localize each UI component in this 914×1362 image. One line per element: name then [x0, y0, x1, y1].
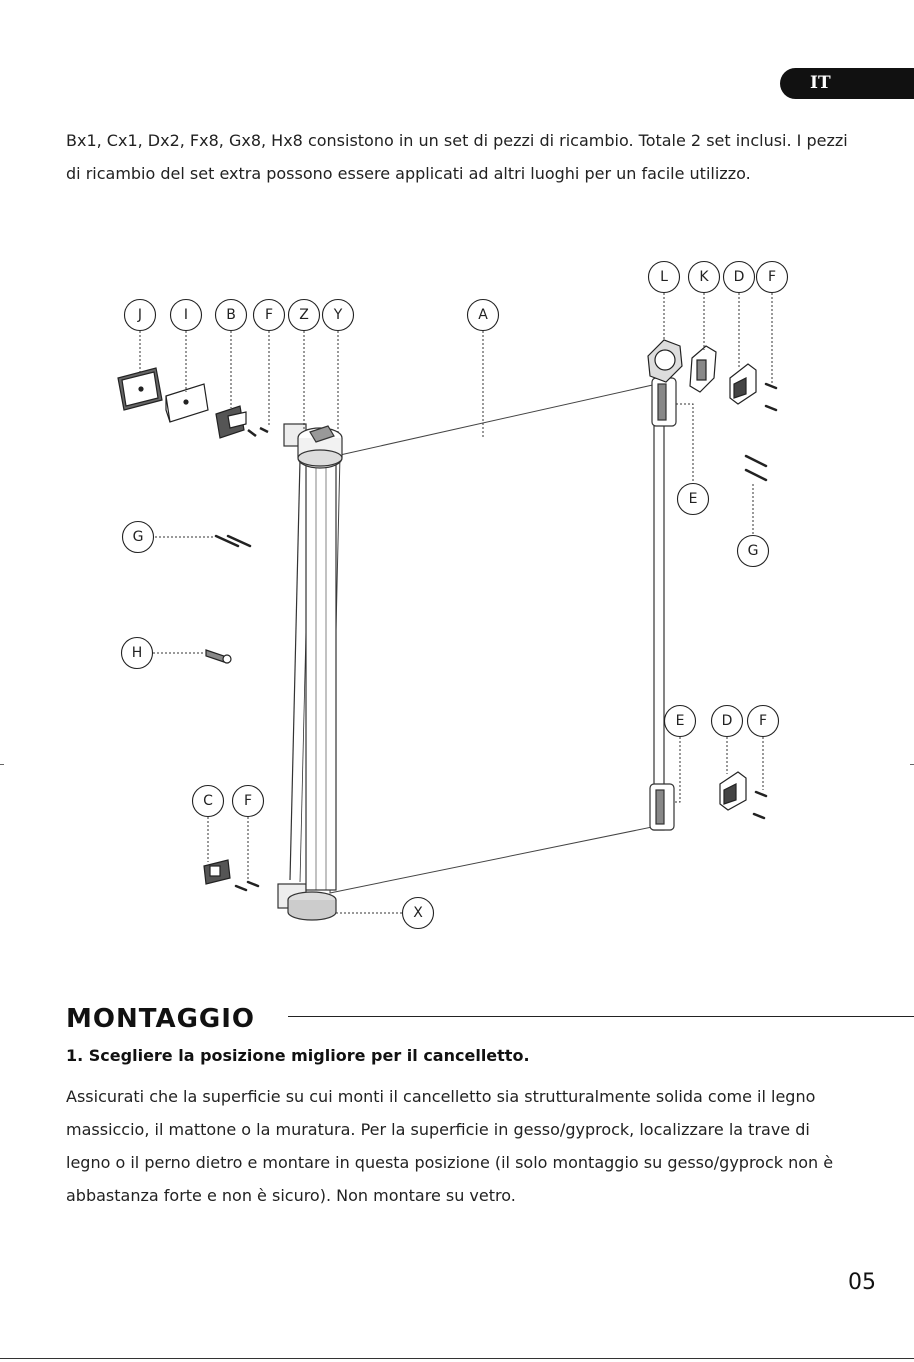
callout-g-left — [123, 522, 154, 553]
svg-text:F: F — [758, 713, 768, 729]
svg-text:L: L — [660, 269, 668, 285]
margin-tick-right — [910, 764, 914, 765]
section-title: MONTAGGIO — [66, 1004, 256, 1034]
svg-text:H: H — [131, 645, 143, 661]
receiving-post — [650, 378, 676, 830]
anchor-h — [206, 650, 231, 663]
gate-cassette — [278, 424, 342, 920]
callout-y — [323, 300, 354, 331]
callout-c — [193, 786, 224, 817]
callout-f-bottom-right — [748, 706, 779, 737]
svg-text:F: F — [264, 307, 274, 323]
part-b-bracket — [216, 406, 268, 438]
language-tab: IT — [780, 68, 914, 99]
part-j-plate — [118, 368, 162, 410]
part-d-bracket-bottom — [720, 772, 746, 810]
svg-text:K: K — [699, 269, 709, 285]
svg-text:I: I — [183, 307, 189, 323]
part-d-bracket-top — [730, 364, 756, 404]
svg-text:F: F — [767, 269, 777, 285]
section-rule — [288, 1016, 914, 1017]
callout-b — [216, 300, 247, 331]
leader-lines — [140, 293, 772, 913]
part-i-block — [166, 384, 208, 422]
footer-rule — [0, 1358, 914, 1359]
callout-l — [649, 262, 680, 293]
callout-f-bottom-left — [233, 786, 264, 817]
callout-e-top — [678, 484, 709, 515]
callout-g-right — [738, 536, 769, 567]
part-l-cap — [648, 340, 682, 382]
intro-text: Bx1, Cx1, Dx2, Fx8, Gx8, Hx8 consistono in un set di pezzi di ricambio. Totale 2 set inclusi. I pezzi di ricambio del set extra possono essere applicati ad altri luoghi per un facile utilizzo. — [66, 131, 848, 183]
svg-text:F: F — [243, 793, 253, 809]
step-heading: 1. Scegliere la posizione migliore per il cancelletto. — [66, 1046, 530, 1065]
step-body: Assicurati che la superficie su cui monti il cancelletto sia strutturalmente solida come il legno massiccio, il mattone o la muratura. Per la superficie in gesso/gyprock, localizzare la trave di legno o il perno dietro e montare in questa posizione (il solo montaggio su gesso/gyprock non è abbastanza forte e non è sicuro). Non montare su vetro. — [66, 1087, 834, 1205]
callout-d-bottom — [712, 706, 743, 737]
callout-f-top-left — [254, 300, 285, 331]
parts-diagram — [0, 250, 914, 950]
part-c-bracket — [204, 860, 230, 884]
svg-text:Y: Y — [333, 307, 343, 323]
callout-i — [171, 300, 202, 331]
svg-text:B: B — [226, 307, 236, 323]
callout-f-top-right — [757, 262, 788, 293]
callout-k — [689, 262, 720, 293]
margin-tick-left — [0, 764, 4, 765]
callout-a — [468, 300, 499, 331]
part-k-holder — [690, 346, 716, 392]
callout-h — [122, 638, 153, 669]
svg-text:G: G — [132, 529, 144, 545]
page-number: 05 — [848, 1270, 876, 1295]
svg-text:D: D — [721, 713, 733, 729]
callout-e-bottom — [665, 706, 696, 737]
svg-text:E: E — [688, 491, 698, 507]
svg-text:C: C — [203, 793, 213, 809]
svg-text:D: D — [733, 269, 745, 285]
callout-d-top — [724, 262, 755, 293]
svg-text:X: X — [413, 905, 423, 921]
svg-text:Z: Z — [299, 307, 309, 323]
callout-z — [289, 300, 320, 331]
callout-x — [403, 898, 434, 929]
callout-j — [125, 300, 156, 331]
svg-text:J: J — [137, 307, 143, 323]
svg-text:G: G — [747, 543, 759, 559]
svg-text:E: E — [675, 713, 685, 729]
svg-text:A: A — [478, 307, 488, 323]
mesh-panel — [330, 384, 657, 893]
